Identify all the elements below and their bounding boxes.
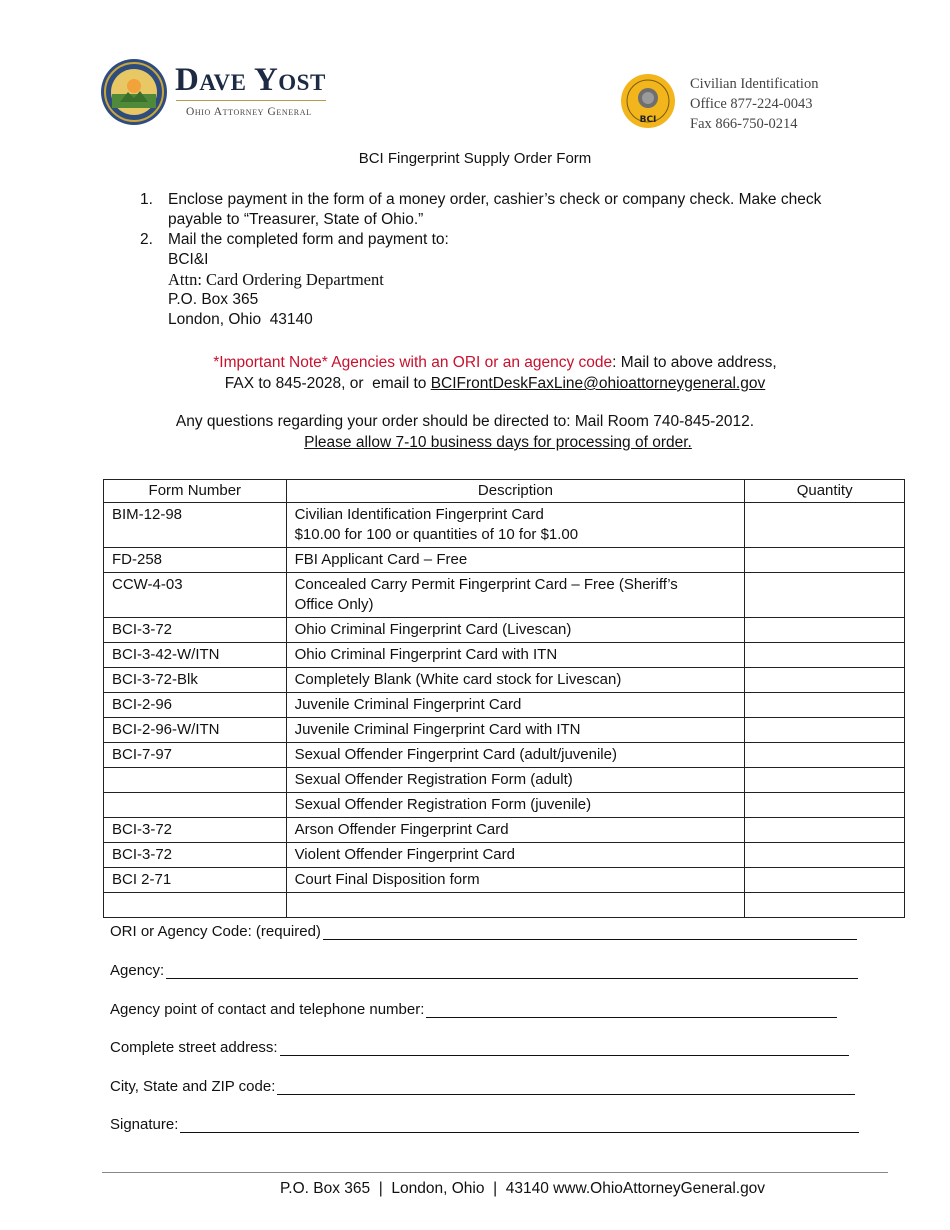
address-line: Attn: Card Ordering Department <box>168 270 384 289</box>
street-field <box>110 1039 849 1056</box>
table-header-row <box>104 480 905 503</box>
form-number-cell: BCI-7-97 <box>104 743 287 768</box>
signature-label: Signature: <box>110 1116 179 1133</box>
attorney-general-seal-icon <box>100 58 168 126</box>
instructions <box>140 190 870 330</box>
description-text: Ohio Criminal Fingerprint Card with ITN <box>294 646 558 663</box>
description-cell <box>286 548 745 573</box>
description-cell <box>286 818 745 843</box>
description-text: Juvenile Criminal Fingerprint Card <box>294 696 522 713</box>
email-link[interactable]: BCIFrontDeskFaxLine@ohioattorneygeneral.gov <box>430 375 766 392</box>
contact-line: Civilian Identification <box>690 76 819 92</box>
description-text: Sexual Offender Fingerprint Card (adult/juvenile) <box>294 746 617 763</box>
signature-input-line[interactable] <box>180 1118 859 1133</box>
quantity-cell[interactable] <box>745 718 905 743</box>
ori-input-line[interactable] <box>323 925 857 940</box>
bci-badge-icon <box>620 72 676 130</box>
quantity-cell[interactable] <box>745 643 905 668</box>
description-cell <box>286 718 745 743</box>
column-header-quantity: Quantity <box>745 480 905 503</box>
ori-field <box>110 923 857 940</box>
address-line: P.O. Box 365 <box>168 291 259 308</box>
note-fax-text: FAX to 845-2028, or email to <box>224 375 431 392</box>
form-number-cell <box>104 893 287 918</box>
description-cell <box>286 503 745 548</box>
description-cell <box>286 793 745 818</box>
instruction-item <box>140 230 870 330</box>
description-text: FBI Applicant Card – Free <box>294 551 468 568</box>
description-cell <box>286 668 745 693</box>
address-line: London, Ohio 43140 <box>168 311 313 328</box>
signature-field <box>110 1116 859 1133</box>
quantity-cell[interactable] <box>745 868 905 893</box>
street-label: Complete street address: <box>110 1039 278 1056</box>
quantity-cell[interactable] <box>745 618 905 643</box>
contact-field <box>110 1001 837 1018</box>
contact-input-line[interactable] <box>426 1003 837 1018</box>
quantity-cell[interactable] <box>745 793 905 818</box>
table-row <box>104 668 905 693</box>
quantity-cell[interactable] <box>745 668 905 693</box>
quantity-cell[interactable] <box>745 548 905 573</box>
footer-divider <box>102 1172 888 1173</box>
form-number-cell: BCI-3-72 <box>104 843 287 868</box>
table-row <box>104 503 905 548</box>
important-note <box>0 352 950 394</box>
form-number-cell: BCI-2-96 <box>104 693 287 718</box>
description-cell <box>286 643 745 668</box>
questions-text: Any questions regarding your order should be directed to: Mail Room 740-845-2012. <box>175 413 755 430</box>
description-text: Arson Offender Fingerprint Card <box>294 821 509 838</box>
description-text: Violent Offender Fingerprint Card <box>294 846 515 863</box>
quantity-cell[interactable] <box>745 818 905 843</box>
table-row <box>104 548 905 573</box>
quantity-cell[interactable] <box>745 573 905 618</box>
instruction-text: Mail the completed form and payment to: <box>168 231 449 248</box>
city-label: City, State and ZIP code: <box>110 1078 276 1095</box>
badge-text: BCI <box>639 115 657 125</box>
table-row <box>104 743 905 768</box>
table-row <box>104 843 905 868</box>
column-header-form-number: Form Number <box>104 480 287 503</box>
instruction-number: 2. <box>140 231 153 248</box>
order-table <box>103 479 905 918</box>
description-cell <box>286 693 745 718</box>
description-text: Concealed Carry Permit Fingerprint Card – Free (Sheriff’s <box>294 576 678 593</box>
contact-line: Office 877-224-0043 <box>690 96 813 112</box>
note-red-text: *Important Note* Agencies with an ORI or an agency code <box>213 354 613 371</box>
table-row <box>104 618 905 643</box>
footer-text: P.O. Box 365 | London, Ohio | 43140 www.OhioAttorneyGeneral.gov <box>279 1180 766 1197</box>
description-text: $10.00 for 100 or quantities of 10 for $1.00 <box>294 526 579 543</box>
table-row <box>104 893 905 918</box>
quantity-cell[interactable] <box>745 743 905 768</box>
table-row <box>104 818 905 843</box>
street-input-line[interactable] <box>280 1041 849 1056</box>
description-cell <box>286 768 745 793</box>
quantity-cell[interactable] <box>745 768 905 793</box>
ori-label: ORI or Agency Code: (required) <box>110 923 321 940</box>
quantity-cell[interactable] <box>745 693 905 718</box>
description-text: Court Final Disposition form <box>294 871 480 888</box>
contact-label: Agency point of contact and telephone number: <box>110 1001 425 1018</box>
page-title: BCI Fingerprint Supply Order Form <box>358 150 592 167</box>
form-number-cell: BIM-12-98 <box>104 503 287 548</box>
form-number-cell: BCI-3-72 <box>104 818 287 843</box>
questions-block <box>0 411 930 453</box>
description-text: Completely Blank (White card stock for Livescan) <box>294 671 622 688</box>
form-number-cell: BCI 2-71 <box>104 868 287 893</box>
table-row <box>104 573 905 618</box>
form-number-cell <box>104 768 287 793</box>
brand-divider <box>176 100 326 101</box>
quantity-cell[interactable] <box>745 503 905 548</box>
description-text: Office Only) <box>294 596 374 613</box>
agency-label: Agency: <box>110 962 165 979</box>
processing-time-text: Please allow 7-10 business days for processing of order. <box>304 434 692 451</box>
form-number-cell: BCI-3-42-W/ITN <box>104 643 287 668</box>
contact-block <box>690 74 818 134</box>
description-cell <box>286 743 745 768</box>
form-number-cell: CCW-4-03 <box>104 573 287 618</box>
column-header-description: Description <box>286 480 745 503</box>
form-number-cell: BCI-2-96-W/ITN <box>104 718 287 743</box>
agency-field <box>110 962 858 979</box>
table-row <box>104 693 905 718</box>
form-number-cell: BCI-3-72 <box>104 618 287 643</box>
description-text: Sexual Offender Registration Form (adult) <box>294 771 573 788</box>
instruction-number: 1. <box>140 191 153 208</box>
instruction-text: Enclose payment in the form of a money order, cashier’s check or company check. Make check payable to “Treasurer, State of Ohio.” <box>168 191 822 228</box>
description-cell <box>286 893 745 918</box>
agency-input-line[interactable] <box>166 964 858 979</box>
table-row <box>104 768 905 793</box>
brand-subtitle: Ohio Attorney General <box>186 106 312 118</box>
city-input-line[interactable] <box>277 1080 855 1095</box>
description-text: Juvenile Criminal Fingerprint Card with ITN <box>294 721 581 738</box>
note-text: : Mail to above address, <box>612 354 777 371</box>
table-row <box>104 643 905 668</box>
table-row <box>104 868 905 893</box>
form-number-cell: FD-258 <box>104 548 287 573</box>
description-cell <box>286 618 745 643</box>
quantity-cell[interactable] <box>745 843 905 868</box>
description-cell <box>286 868 745 893</box>
description-text: Civilian Identification Fingerprint Card <box>294 506 544 523</box>
brand-name: Dave Yost <box>175 62 326 98</box>
instruction-item <box>140 190 870 230</box>
description-text: Sexual Offender Registration Form (juvenile) <box>294 796 592 813</box>
city-field <box>110 1078 855 1095</box>
form-number-cell: BCI-3-72-Blk <box>104 668 287 693</box>
quantity-cell[interactable] <box>745 893 905 918</box>
description-cell <box>286 843 745 868</box>
table-row <box>104 793 905 818</box>
contact-line: Fax 866-750-0214 <box>690 116 798 132</box>
form-number-cell <box>104 793 287 818</box>
description-cell <box>286 573 745 618</box>
table-row <box>104 718 905 743</box>
address-line: BCI&I <box>168 251 209 268</box>
description-text: Ohio Criminal Fingerprint Card (Livescan) <box>294 621 572 638</box>
